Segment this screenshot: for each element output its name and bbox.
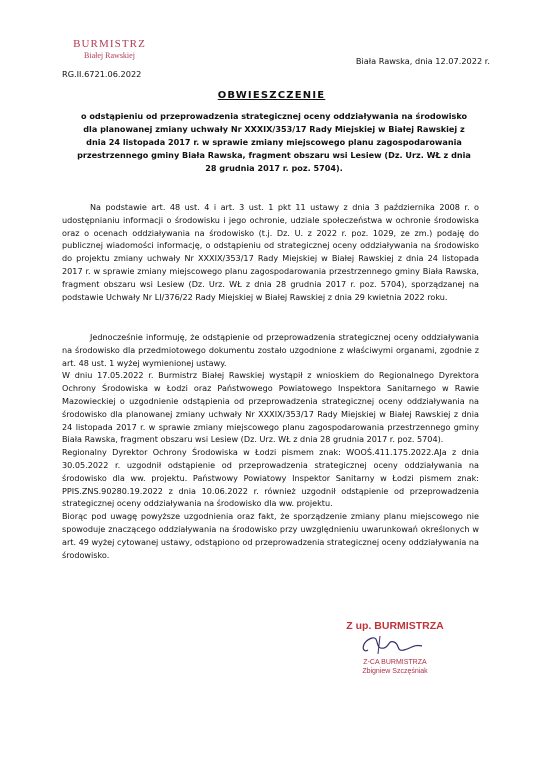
handwritten-signature: [350, 632, 440, 658]
signature-name: Zbigniew Szczęśniak: [362, 668, 428, 675]
paragraph-legal-basis: Na podstawie art. 48 ust. 4 i art. 3 ust. 1 pkt 11 ustawy z dnia 3 października 2008 r. o udostępnianiu informacji o środowisku i jego ochronie, udziale społeczeństwa w ochronie środowiska oraz o ocenach oddziaływania na środowisko (t.j. Dz. U. z 2022 r. poz. 1029, ze zm.) podaję do publicznej wiadomości informację, o odstąpieniu od strategicznej oceny oddziaływania na środowisko do projektu zmiany uchwały Nr XXXIX/353/17 Rady Miejskiej w Białej Rawskiej z dnia 24 listopada 2017 r. w sprawie zmiany miejscowego planu zagospodarowania przestrzennego gminy Biała Rawska, fragment obszaru wsi Lesiew (Dz. Urz. WŁ z dnia 28 grudnia 2017 r. poz. 5704), sporządzanej na podstawie Uchwały Nr LI/376/22 Rady Miejskiej w Białej Rawskiej z dnia 29 kwietnia 2022 roku.: [62, 202, 479, 302]
document-subject: o odstąpieniu od przeprowadzenia strategicznej oceny oddziaływania na środowisko dla planowanej zmiany uchwały Nr XXXIX/353/17 Rady Miejskiej w Białej Rawskiej z dnia 24 listopada 2017 r. w sprawie zmiany miejscowego planu zagospodarowania przestrzennego gminy Biała Rawska, fragment obszaru wsi Lesiew (Dz. Urz. WŁ z dnia 28 grudnia 2017 r. poz. 5704).: [77, 111, 471, 173]
document-title: OBWIESZCZENIE: [217, 90, 326, 101]
place-date: Biała Rawska, dnia 12.07.2022 r.: [355, 56, 490, 66]
paragraph-responses: Regionalny Dyrektor Ochrony Środowiska w Łodzi pismem znak: WOOŚ.411.175.2022.AJa z dnia 30.05.2022 r. uzgodnił odstąpienie od przeprowadzenia strategicznej oceny oddziaływania na środowisko dla ww. projektu. Państwowy Powiatowy Inspektor Sanitarny w Łodzi pismem znak: PPIS.ZNS.90280.19.2022 z dnia 10.06.2022 r. również uzgodnił odstąpienie od przeprowadzenia strategicznej oceny oddziaływania na środowisko dla ww. projektu.: [62, 447, 479, 509]
signature-block: [325, 620, 465, 676]
office-stamp: [62, 38, 157, 60]
body-paragraph-1: [62, 201, 479, 303]
body-section-2: [62, 331, 479, 561]
signature-authorization: Z up. BURMISTRZA: [346, 620, 444, 632]
paragraph-conclusion: Biorąc pod uwagę powyższe uzgodnienia oraz fakt, że sporządzenie zmiany planu miejscowego nie spowoduje znaczącego oddziaływania na środowisko przy uwzględnieniu uwarunkowań określonych w art. 49 wyżej cytowanej ustawy, odstąpiono od przeprowadzenia strategicznej oceny oddziaływania na środowisko.: [62, 511, 479, 560]
paragraph-agreement: Jednocześnie informuję, że odstąpienie od przeprowadzenia strategicznej oceny oddziaływania na środowisko dla przedmiotowego dokumentu zostało uzgodnione z właściwymi organami, zgodnie z art. 48 ust. 1 wyżej wymienionej ustawy.: [62, 332, 479, 368]
stamp-subtitle: Białej Rawskiej: [84, 51, 135, 60]
paragraph-request: W dniu 17.05.2022 r. Burmistrz Białej Rawskiej wystąpił z wnioskiem do Regionalnego Dyrektora Ochrony Środowiska w Łodzi oraz Państwowego Powiatowego Inspektora Sanitarnego w Rawie Mazowieckiej o uzgodnienie odstąpienia od przeprowadzenia strategicznej oceny oddziaływania na środowisko dla planowanej zmiany uchwały Nr XXXIX/353/17 Rady Miejskiej w Białej Rawskiej z dnia 24 listopada 2017 r. w sprawie zmiany miejscowego planu zagospodarowania przestrzennego gminy Biała Rawska, fragment obszaru wsi Lesiew (Dz. Urz. WŁ z dnia 28 grudnia 2017 r. poz. 5704).: [62, 370, 479, 445]
reference-number: RG.II.6721.06.2022: [62, 69, 142, 79]
signature-role: Z-CA BURMISTRZA: [363, 659, 427, 666]
stamp-title: BURMISTRZ: [73, 38, 146, 50]
